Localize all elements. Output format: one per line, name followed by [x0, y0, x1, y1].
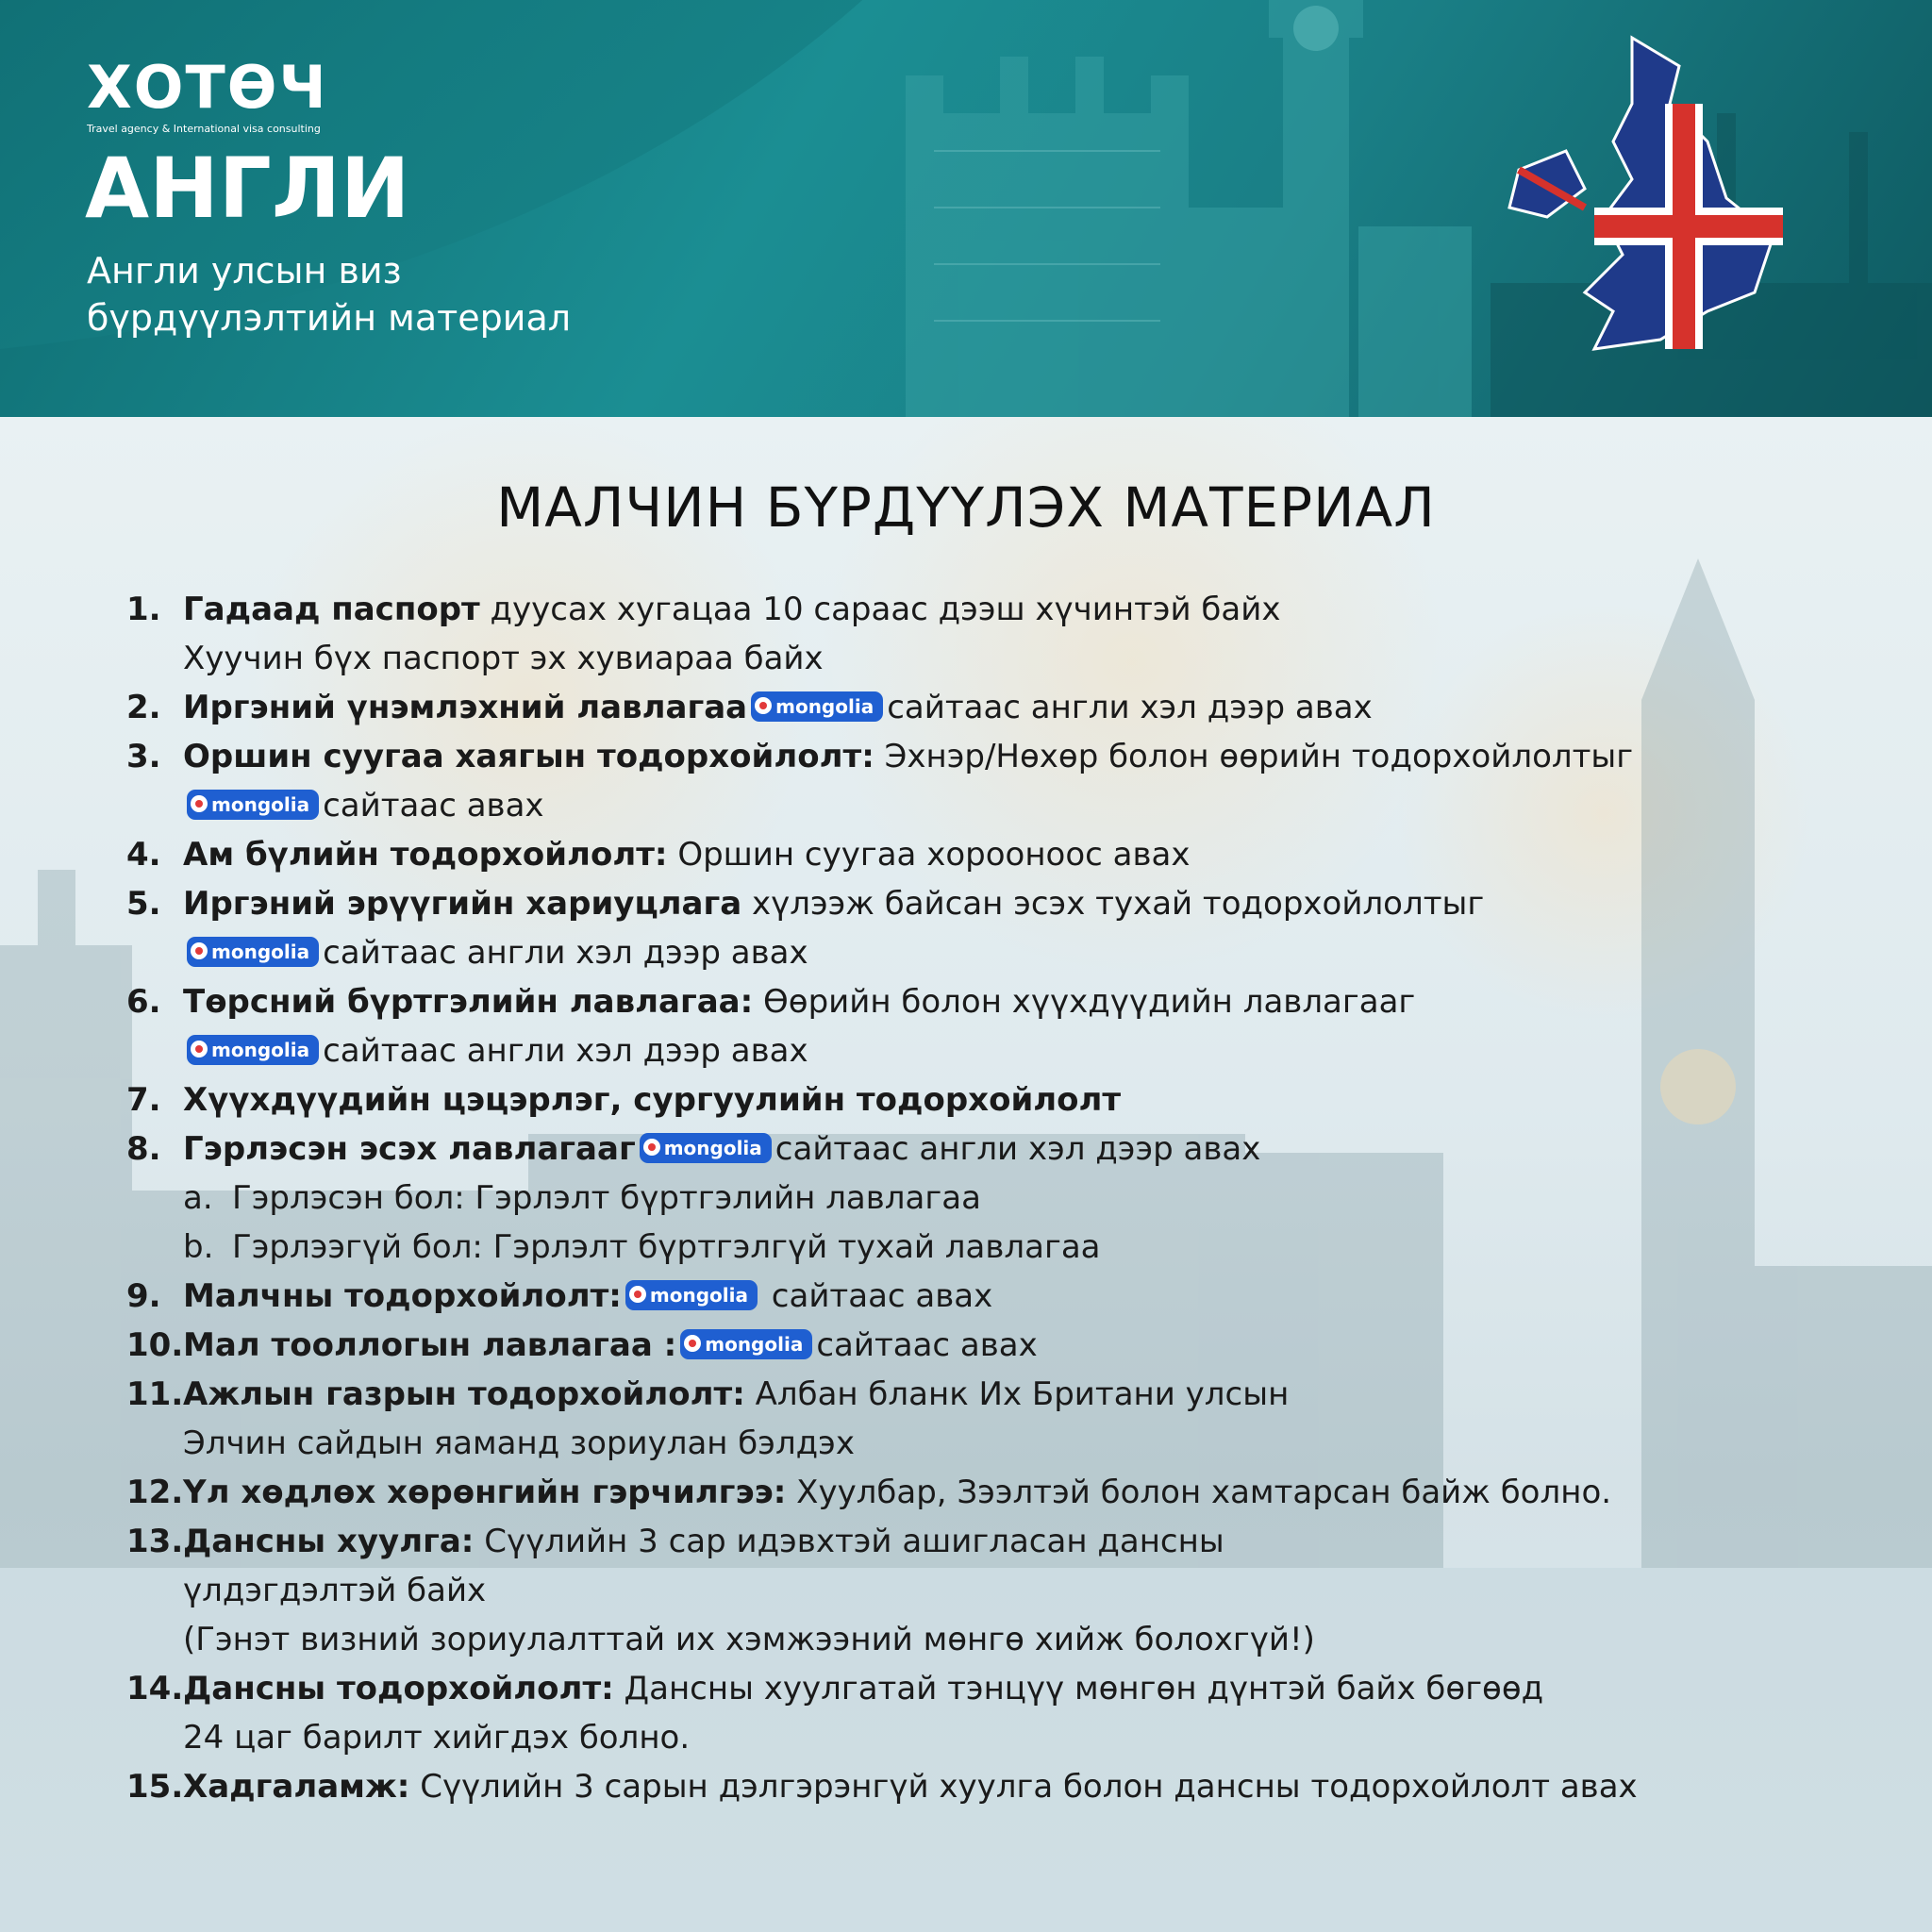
mongolia-logo-icon [684, 1335, 701, 1352]
item-number: 8. [126, 1130, 161, 1168]
item-continuation: 24 цаг барилт хийгдэх болно. [183, 1719, 691, 1757]
badge-label: mongolia [211, 1038, 310, 1061]
item-title: Гадаад паспорт [183, 591, 480, 628]
item-number: 15. [126, 1768, 184, 1806]
item-text: Дансны хуулгатай тэнцүү мөнгөн дүнтэй байх бөгөөд [613, 1670, 1544, 1707]
badge-label: mongolia [775, 694, 874, 718]
sub-item-text: Гэрлэсэн бол: Гэрлэлт бүртгэлийн лавлагаа [232, 1179, 981, 1217]
item-continuation: (Гэнэт визний зориулалттай их хэмжээний мөнгө хийж болохгүй!) [183, 1621, 1315, 1658]
sub-item [126, 1223, 1824, 1272]
item-title: Дансны хуулга: [183, 1523, 475, 1560]
badge-label: mongolia [663, 1136, 762, 1159]
item-title: Ам бүлийн тодорхойлолт: [183, 836, 668, 874]
item-text: Оршин суугаа хорооноос авах [667, 836, 1191, 874]
list-item [126, 1468, 1824, 1517]
list-item [126, 683, 1824, 732]
item-number: 5. [126, 885, 161, 923]
item-continuation [126, 1026, 1824, 1075]
list-item [126, 732, 1824, 781]
mongolia-logo-icon [191, 1041, 208, 1058]
item-title: Үл хөдлөх хөрөнгийн гэрчилгээ: [183, 1474, 787, 1511]
item-title: Малчны тодорхойлолт: [183, 1277, 622, 1315]
item-number: 9. [126, 1277, 161, 1315]
badge-label: mongolia [705, 1332, 804, 1356]
item-text: сайтаас англи хэл дээр авах [887, 689, 1373, 726]
company-logo [87, 55, 389, 140]
item-title: Мал тооллогын лавлагаа : [183, 1326, 677, 1364]
sub-item-letter: b. [183, 1228, 214, 1266]
list-item [126, 977, 1824, 1026]
mongolia-logo-icon [629, 1286, 646, 1303]
item-text: Өөрийн болон хүүхдүүдийн лавлагааг [753, 983, 1416, 1021]
item-number: 7. [126, 1081, 161, 1119]
item-number: 12. [126, 1474, 184, 1511]
item-title: Гэрлэсэн эсэх лавлагааг [183, 1130, 636, 1168]
mongolia-badge [680, 1329, 812, 1359]
item-number: 13. [126, 1523, 184, 1560]
item-number: 1. [126, 591, 161, 628]
item-continuation [126, 928, 1824, 977]
item-continuation: үлдэгдэлтэй байх [183, 1572, 487, 1609]
item-title: Иргэний үнэмлэхний лавлагаа [183, 689, 748, 726]
item-text: Албан бланк Их Британи улсын [744, 1375, 1290, 1413]
header-banner [0, 0, 1932, 417]
country-title: АНГЛИ [85, 140, 410, 237]
mongolia-badge [625, 1280, 758, 1310]
item-title: Оршин суугаа хаягын тодорхойлолт: [183, 738, 874, 775]
subtitle-line: бүрдүүлэлтийн материал [87, 297, 572, 339]
item-continuation: Элчин сайдын яаманд зориулан бэлдэх [183, 1424, 855, 1462]
badge-label: mongolia [211, 940, 310, 963]
mongolia-logo-icon [643, 1139, 660, 1156]
item-title: Ажлын газрын тодорхойлолт: [183, 1375, 745, 1413]
item-text: Сүүлийн 3 сар идэвхтэй ашигласан дансны [474, 1523, 1224, 1560]
list-item [126, 1321, 1824, 1370]
badge-label: mongolia [211, 792, 310, 816]
mongolia-logo-icon [191, 795, 208, 812]
item-text: сайтаас авах [816, 1326, 1038, 1364]
mongolia-badge [187, 937, 319, 967]
materials-list [126, 585, 1824, 1811]
item-title: Төрсний бүртгэлийн лавлагаа: [183, 983, 754, 1021]
country-subtitle [87, 247, 747, 341]
logo-wordmark: ХОТӨЧ [87, 53, 328, 122]
mongolia-logo-icon [191, 942, 208, 959]
item-text: Эхнэр/Нөхөр болон өөрийн тодорхойлолтыг [874, 738, 1634, 775]
item-text: сайтаас англи хэл дээр авах [323, 1032, 808, 1070]
mongolia-logo-icon [755, 697, 772, 714]
item-number: 14. [126, 1670, 184, 1707]
list-item [126, 879, 1824, 928]
badge-label: mongolia [649, 1283, 748, 1307]
item-text: дуусах хугацаа 10 сараас дээш хүчинтэй байх [479, 591, 1281, 628]
subtitle-line: Англи улсын виз [87, 250, 402, 291]
item-text: Хуулбар, Зээлтэй болон хамтарсан байж болно. [786, 1474, 1612, 1511]
item-title: Дансны тодорхойлолт: [183, 1670, 614, 1707]
item-text: Сүүлийн 3 сарын дэлгэрэнгүй хуулга болон дансны тодорхойлолт авах [409, 1768, 1638, 1806]
item-continuation: Хуучин бүх паспорт эх хувиараа байх [183, 640, 824, 677]
item-text: сайтаас англи хэл дээр авах [323, 934, 808, 972]
logo-tagline: Travel agency & International visa consulting [87, 123, 321, 135]
mongolia-badge [640, 1133, 772, 1163]
list-item [126, 585, 1824, 634]
section-title: МАЛЧИН БҮРДҮҮЛЭХ МАТЕРИАЛ [496, 475, 1436, 540]
list-item [126, 1762, 1824, 1811]
sub-item [126, 1174, 1824, 1223]
item-continuation [126, 781, 1824, 830]
item-number: 2. [126, 689, 161, 726]
item-number: 10. [126, 1326, 184, 1364]
list-item [126, 1272, 1824, 1321]
list-item [126, 1370, 1824, 1419]
list-item [126, 1075, 1824, 1124]
item-text: сайтаас авах [323, 787, 544, 824]
item-text: хүлээж байсан эсэх тухай тодорхойлолтыг [741, 885, 1485, 923]
item-title: Иргэний эрүүгийн хариуцлага [183, 885, 742, 923]
list-item [126, 1124, 1824, 1174]
item-number: 4. [126, 836, 161, 874]
sub-item-text: Гэрлээгүй бол: Гэрлэлт бүртгэлгүй тухай лавлагаа [232, 1228, 1101, 1266]
list-item [126, 1664, 1824, 1713]
item-title: Хүүхдүүдийн цэцэрлэг, сургуулийн тодорхойлолт [183, 1081, 1122, 1119]
sub-item-letter: a. [183, 1179, 213, 1217]
item-number: 6. [126, 983, 161, 1021]
item-text: сайтаас англи хэл дээр авах [774, 1130, 1261, 1168]
list-item [126, 830, 1824, 879]
mongolia-badge [751, 691, 883, 722]
mongolia-badge [187, 1035, 319, 1065]
item-title: Хадгаламж: [183, 1768, 410, 1806]
list-item [126, 1517, 1824, 1566]
item-number: 3. [126, 738, 161, 775]
item-number: 11. [126, 1375, 184, 1413]
mongolia-badge [187, 790, 319, 820]
item-text: сайтаас авах [761, 1277, 993, 1315]
uk-flag-map-icon [1491, 28, 1792, 377]
